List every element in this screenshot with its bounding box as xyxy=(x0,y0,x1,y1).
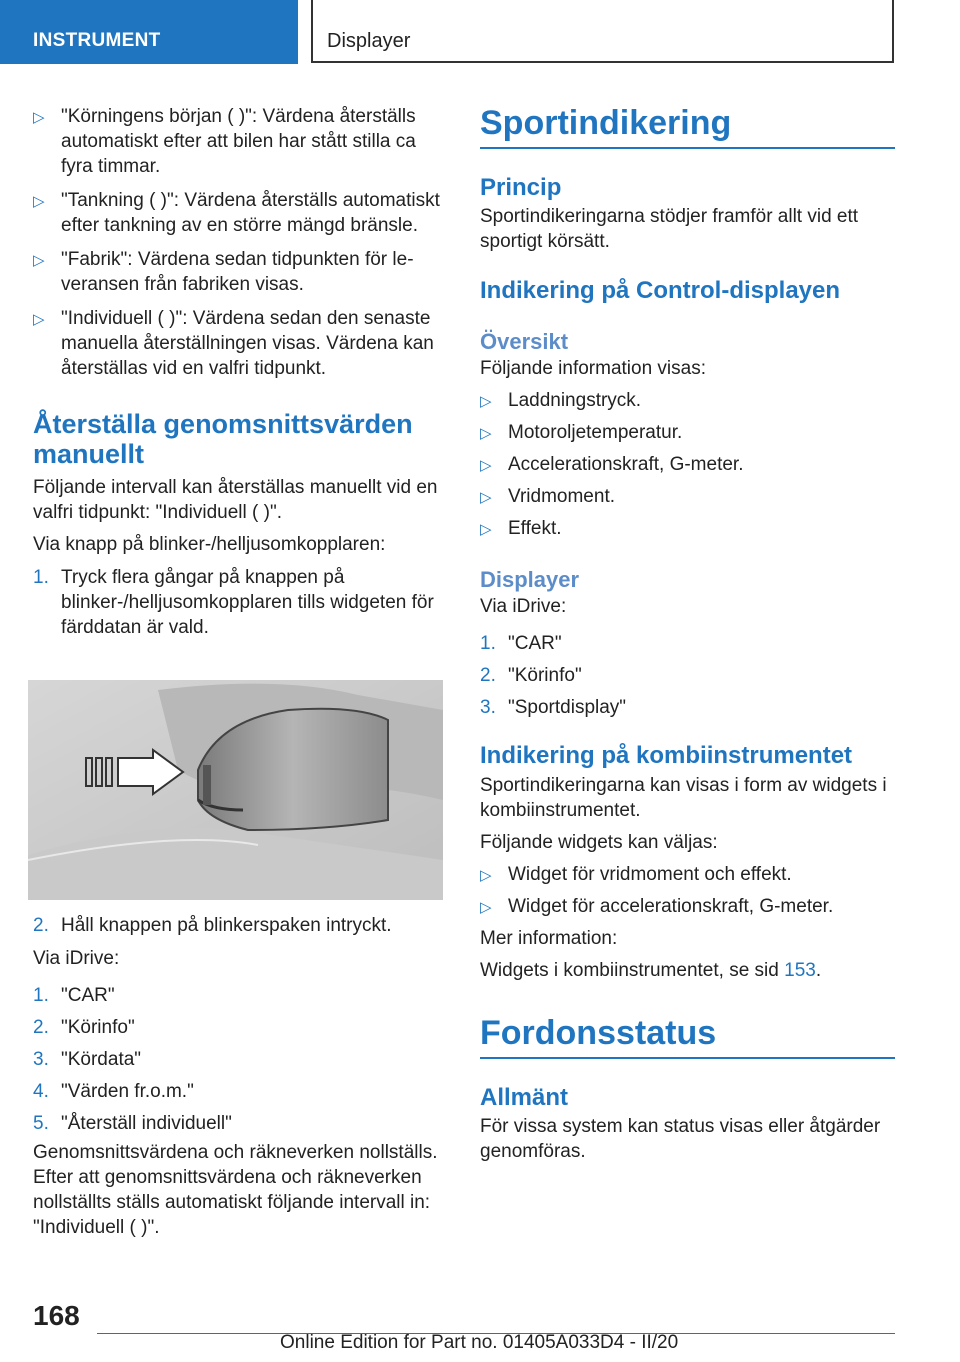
chapter-tab xyxy=(0,0,298,64)
cross-reference xyxy=(480,958,895,983)
list-item-text: "Individuell ( )": Värdena sedan den senaste manuella återställningen visas. Värdena kan återställas vid en valfri tidpunkt. xyxy=(61,308,434,379)
list-item xyxy=(480,894,895,919)
step-text: "CAR" xyxy=(508,633,562,654)
list-item-text: "Körningens början ( )": Värdena återställs automatiskt efter att bilen har stått stilla ca fyra timmar. xyxy=(61,106,416,177)
step-number: 1. xyxy=(480,633,496,654)
triangle-bullet-icon: ▷ xyxy=(480,867,492,884)
subheading: Allmänt xyxy=(480,1084,569,1111)
paragraph: Via iDrive: xyxy=(33,948,120,969)
left-column xyxy=(33,104,448,640)
triangle-bullet-icon: ▷ xyxy=(480,425,492,442)
triangle-bullet-icon: ▷ xyxy=(33,252,45,269)
displayer-steps xyxy=(480,631,895,720)
step-number: 3. xyxy=(480,697,496,718)
step-item xyxy=(33,913,448,938)
page-number: 168 xyxy=(33,1300,80,1331)
paragraph: Mer information: xyxy=(480,928,618,949)
page-link[interactable]: 153 xyxy=(784,960,816,981)
step-text: Tryck flera gångar på knappen på blinker-/helljusomkopplaren tills widgeten för färddatan är vald. xyxy=(61,567,434,638)
lever-button-image xyxy=(28,680,443,900)
list-item-text: Vridmoment. xyxy=(508,486,615,507)
step-item xyxy=(33,1079,448,1104)
paragraph: Sportindikeringarna stödjer framför allt vid ett sportigt körsätt. xyxy=(480,206,859,252)
section-tab xyxy=(311,0,894,63)
title-rule xyxy=(480,147,895,149)
list-item-text: Motoroljetemperatur. xyxy=(508,422,683,443)
list-item xyxy=(480,388,895,413)
title-rule xyxy=(480,1057,895,1059)
right-column xyxy=(480,103,895,1164)
step-item xyxy=(33,565,448,640)
paragraph: För vissa system kan status visas eller åtgärder genomföras. xyxy=(480,1116,881,1162)
subheading: Indikering på kombiinstrumentet xyxy=(480,742,853,769)
list-item-text: "Tankning ( )": Värdena återställs automatiskt efter tankning av en större mängd bränsle. xyxy=(61,190,440,236)
list-item xyxy=(480,420,895,445)
left-column-lower xyxy=(33,913,448,1240)
cross-reference-end: . xyxy=(815,960,822,981)
paragraph: Följande widgets kan väljas: xyxy=(480,832,718,853)
list-item xyxy=(480,516,895,541)
step-text: "Sportdisplay" xyxy=(508,697,627,718)
triangle-bullet-icon: ▷ xyxy=(480,521,492,538)
list-item-text: Laddningstryck. xyxy=(508,390,642,411)
paragraph: Följande intervall kan återställas manuellt vid en valfri tidpunkt: "Individuell ( )". xyxy=(33,477,438,523)
triangle-bullet-icon: ▷ xyxy=(480,899,492,916)
triangle-bullet-icon: ▷ xyxy=(33,109,45,126)
triangle-bullet-icon: ▷ xyxy=(33,193,45,210)
list-item xyxy=(33,104,448,179)
chapter-tab-label: INSTRUMENT xyxy=(33,30,161,51)
step-text: "Återställ individuell" xyxy=(61,1113,232,1134)
bullet-list xyxy=(480,388,895,541)
paragraph: Genomsnittsvärdena och räkneverken nollställs. Efter att genomsnittsvärdena och räkneverken nollställts ställs automatiskt följande intervall in: "Individuell ( )". xyxy=(33,1142,438,1238)
step-item xyxy=(33,983,448,1008)
bullet-list xyxy=(480,862,895,919)
triangle-bullet-icon: ▷ xyxy=(480,489,492,506)
paragraph: Via knapp på blinker-/helljusomkopplaren: xyxy=(33,534,386,555)
step-item xyxy=(480,631,895,656)
list-item xyxy=(33,306,448,381)
step-text: "Värden fr.o.m." xyxy=(61,1081,194,1102)
step-item xyxy=(480,663,895,688)
list-item xyxy=(480,484,895,509)
chapter-title-sport: Sportindikering xyxy=(480,104,732,142)
step-number: 3. xyxy=(33,1049,49,1070)
subheading: Översikt xyxy=(480,329,569,354)
chapter-title-fordon: Fordonsstatus xyxy=(480,1014,717,1052)
subheading: Princip xyxy=(480,174,562,201)
step-text: "Körinfo" xyxy=(508,665,582,686)
list-item xyxy=(480,452,895,477)
paragraph: Sportindikeringarna kan visas i form av widgets i kombiinstrumentet. xyxy=(480,775,887,821)
list-item-text: Widget för vridmoment och effekt. xyxy=(508,864,792,885)
triangle-bullet-icon: ▷ xyxy=(480,393,492,410)
step-text: "Kördata" xyxy=(61,1049,142,1070)
list-item xyxy=(480,862,895,887)
step-number: 2. xyxy=(480,665,496,686)
cross-reference-text: Widgets i kombiinstrumentet, se sid xyxy=(480,960,785,981)
section-heading: Återställa genomsnittsvärden manuellt xyxy=(33,409,413,469)
idrive-steps xyxy=(33,983,448,1136)
step-number: 2. xyxy=(33,915,49,936)
step-text: "CAR" xyxy=(61,985,115,1006)
subheading: Displayer xyxy=(480,567,580,592)
list-item-text: Widget för accelerationskraft, G-meter. xyxy=(508,896,834,917)
step-item xyxy=(480,695,895,720)
step-number: 1. xyxy=(33,985,49,1006)
section-tab-label: Displayer xyxy=(327,30,411,52)
edition-note: Online Edition for Part no. 01405A033D4 - II/20 xyxy=(280,1332,679,1353)
step-item xyxy=(33,1111,448,1136)
paragraph: Via iDrive: xyxy=(480,596,567,617)
list-item xyxy=(33,247,448,297)
list-item-text: "Fabrik": Värdena sedan tidpunkten för leveransen från fabriken visas. xyxy=(61,249,414,295)
paragraph: Följande information visas: xyxy=(480,358,706,379)
triangle-bullet-icon: ▷ xyxy=(480,457,492,474)
step-number: 5. xyxy=(33,1113,49,1134)
list-item xyxy=(33,188,448,238)
step-number: 2. xyxy=(33,1017,49,1038)
step-text: "Körinfo" xyxy=(61,1017,135,1038)
step-item xyxy=(33,1015,448,1040)
list-item-text: Accelerationskraft, G-meter. xyxy=(508,454,744,475)
list-item-text: Effekt. xyxy=(508,518,562,539)
triangle-bullet-icon: ▷ xyxy=(33,311,45,328)
step-number: 4. xyxy=(33,1081,49,1102)
step-text: Håll knappen på blinkerspaken intryckt. xyxy=(61,915,392,936)
turn-signal-lever-illustration xyxy=(28,680,443,900)
step-number: 1. xyxy=(33,567,49,588)
subheading: Indikering på Control-displayen xyxy=(480,277,841,304)
step-item xyxy=(33,1047,448,1072)
